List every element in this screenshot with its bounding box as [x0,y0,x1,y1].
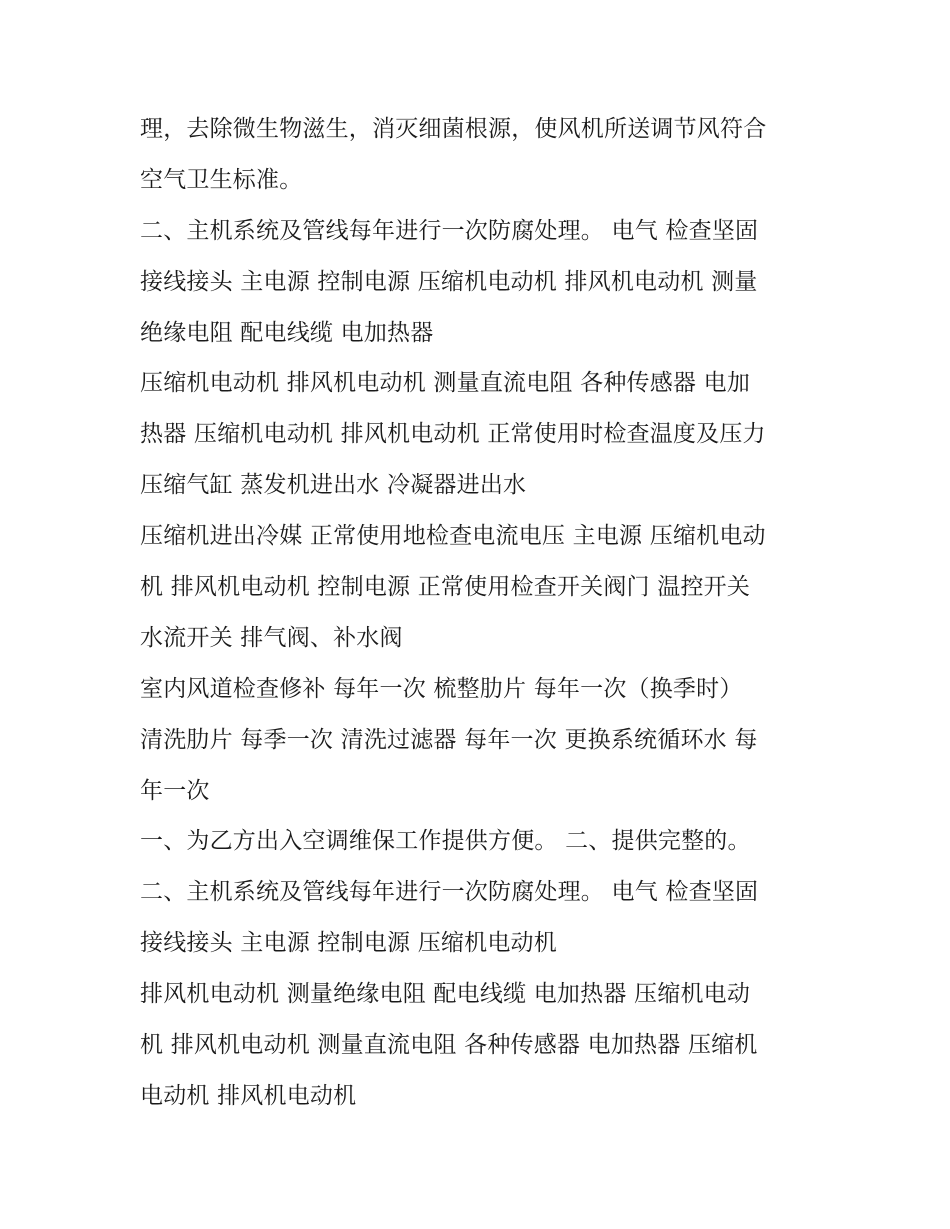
text-line: 接线接头 主电源 控制电源 压缩机电动机 排风机电动机 测量 [140,268,758,295]
text-line: 电动机 排风机电动机 [140,1082,357,1109]
text-line: 空气卫生标准。 [140,166,303,193]
text-line: 绝缘电阻 配电线缆 电加热器 [140,319,434,346]
text-line: 室内风道检查修补 每年一次 梳整肋片 每年一次（换季时） [140,675,743,702]
text-line: 清洗肋片 每季一次 清洗过滤器 每年一次 更换系统循环水 每 [140,726,758,753]
text-line: 机 排风机电动机 测量直流电阻 各种传感器 电加热器 压缩机 [140,1032,758,1059]
text-line: 排风机电动机 测量绝缘电阻 配电线缆 电加热器 压缩机电动 [140,981,751,1008]
text-line: 一、为乙方出入空调维保工作提供方便。 二、提供完整的。 [140,828,751,855]
text-line: 理，去除微生物滋生，消灭细菌根源，使风机所送调节风符合 [140,116,767,142]
text-line: 压缩气缸 蒸发机进出水 冷凝器进出水 [140,472,527,499]
text-line: 机 排风机电动机 控制电源 正常使用检查开关阀门 温控开关 [140,574,751,601]
text-line: 压缩机进出冷媒 正常使用地检查电流电压 主电源 压缩机电动 [140,523,766,550]
document-body [140,104,820,1122]
text-line: 二、主机系统及管线每年进行一次防腐处理。 电气 检查坚固 [140,879,759,906]
text-line: 水流开关 排气阀、补水阀 [140,624,403,651]
text-line: 接线接头 主电源 控制电源 压缩机电动机 [140,930,557,957]
text-line: 压缩机电动机 排风机电动机 测量直流电阻 各种传感器 电加 [140,370,751,397]
text-line: 二、主机系统及管线每年进行一次防腐处理。 电气 检查坚固 [140,217,759,244]
text-line: 年一次 [140,777,210,804]
text-line: 热器 压缩机电动机 排风机电动机 正常使用时检查温度及压力 [140,421,766,448]
